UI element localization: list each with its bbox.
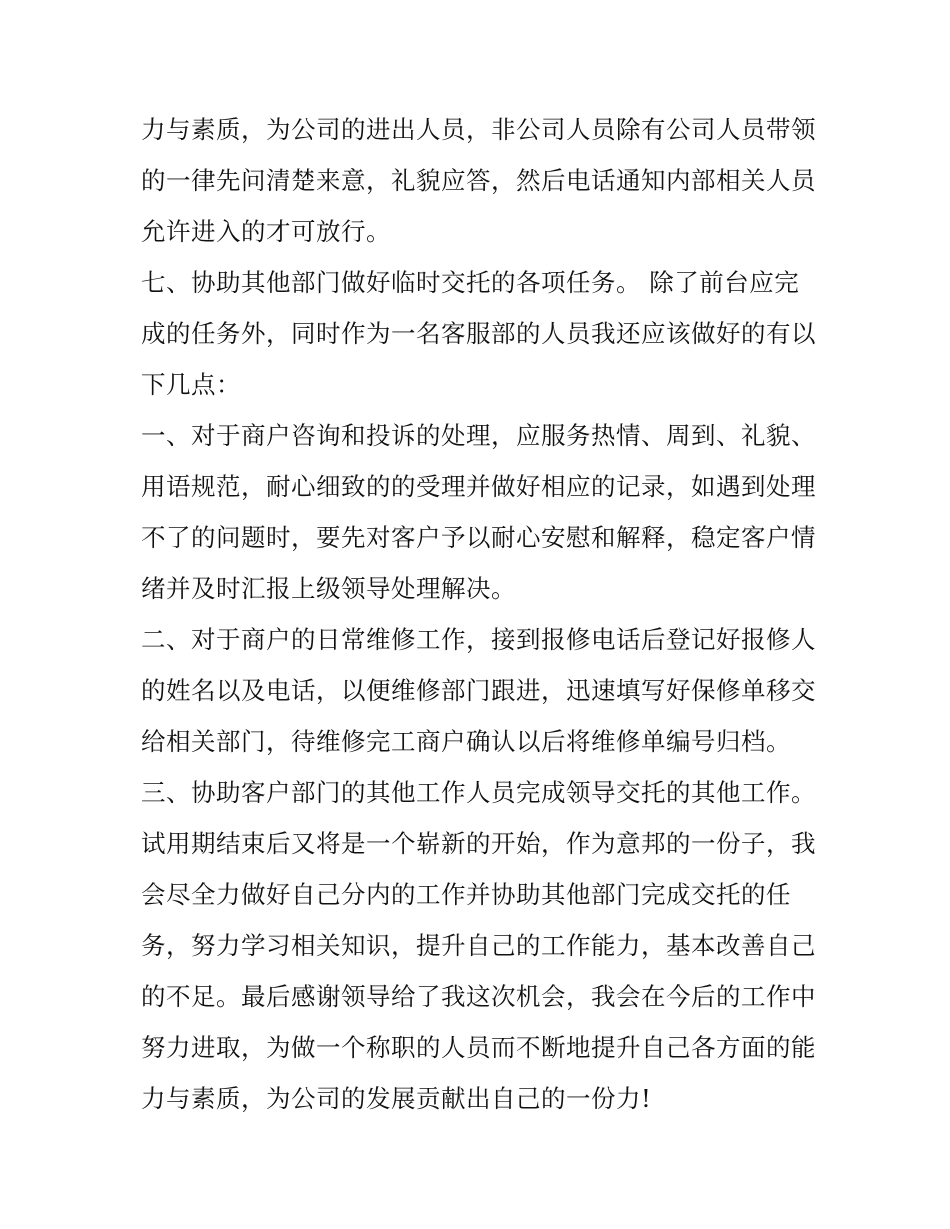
text-line: 不了的问题时，要先对客户予以耐心安慰和解释，稳定客户情 — [141, 523, 816, 552]
text-line: 给相关部门，待维修完工商户确认以后将维修单编号归档。 — [141, 727, 791, 756]
text-line: 成的任务外，同时作为一名客服部的人员我还应该做好的有以 — [141, 319, 816, 348]
text-line: 试用期结束后又将是一个崭新的开始，作为意邦的一份子，我 — [141, 829, 816, 858]
text-line: 力与素质，为公司的进出人员，非公司人员除有公司人员带领 — [141, 115, 816, 144]
text-line: 三、协助客户部门的其他工作人员完成领导交托的其他工作。 — [141, 778, 816, 807]
text-line: 的不足。最后感谢领导给了我这次机会，我会在今后的工作中 — [141, 982, 816, 1011]
text-line: 二、对于商户的日常维修工作，接到报修电话后登记好报修人 — [141, 625, 816, 654]
text-line: 用语规范，耐心细致的的受理并做好相应的记录，如遇到处理 — [141, 472, 816, 501]
text-line: 力与素质，为公司的发展贡献出自己的一份力! — [141, 1084, 652, 1113]
text-line: 会尽全力做好自己分内的工作并协助其他部门完成交托的任 — [141, 880, 791, 909]
text-line: 绪并及时汇报上级领导处理解决。 — [141, 574, 516, 603]
text-line: 的姓名以及电话，以便维修部门跟进，迅速填写好保修单移交 — [141, 676, 816, 705]
text-line: 下几点： — [141, 370, 241, 399]
body-text — [141, 104, 821, 1124]
text-line: 努力进取，为做一个称职的人员而不断地提升自己各方面的能 — [141, 1033, 816, 1062]
text-line: 七、协助其他部门做好临时交托的各项任务。 除了前台应完 — [141, 268, 800, 297]
text-line: 一、对于商户咨询和投诉的处理，应服务热情、周到、礼貌、 — [141, 421, 816, 450]
text-line: 务，努力学习相关知识，提升自己的工作能力，基本改善自己 — [141, 931, 816, 960]
text-line: 允许进入的才可放行。 — [141, 217, 391, 246]
text-line: 的一律先问清楚来意，礼貌应答，然后电话通知内部相关人员 — [141, 166, 816, 195]
